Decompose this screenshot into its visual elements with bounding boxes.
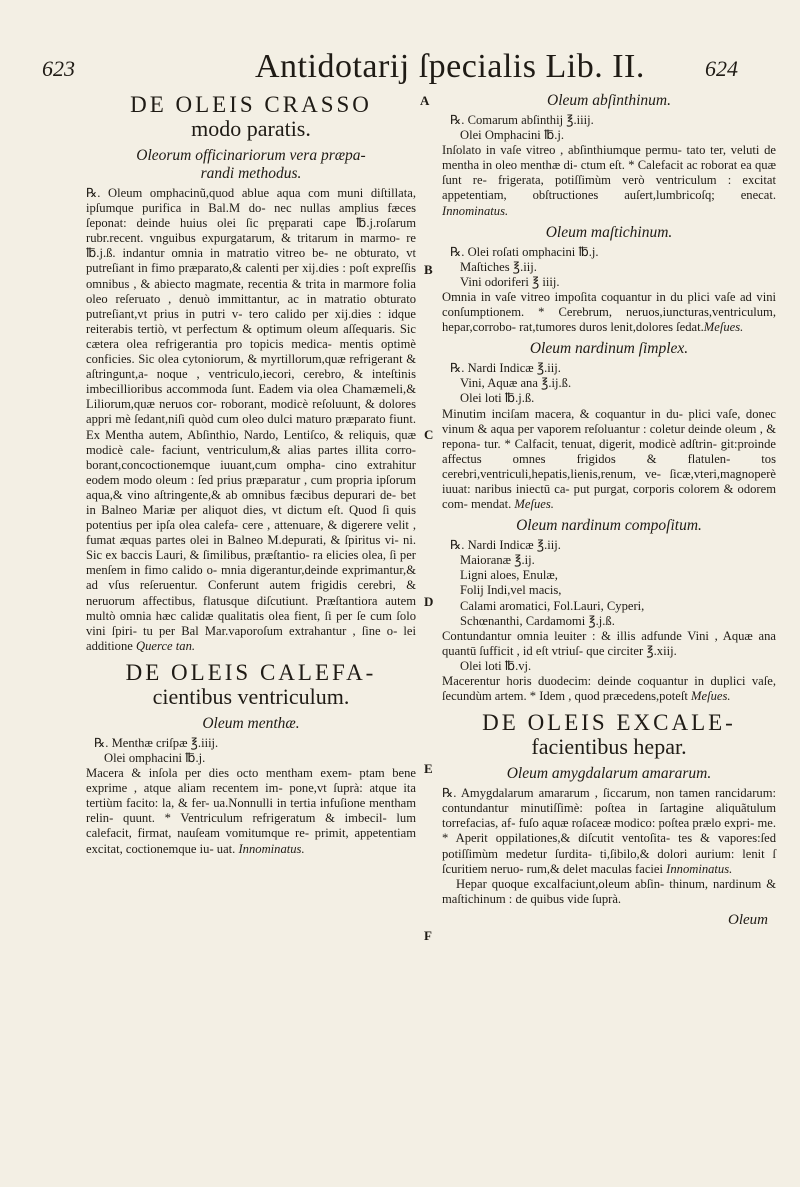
recipe-title: Oleum nardinum compoſitum. (516, 517, 702, 535)
section-heading-sub: modo paratis. (191, 116, 311, 141)
page-number-right: 624 (705, 56, 738, 81)
page-number-left: 623 (42, 56, 75, 81)
body-paragraph: Contundantur omnia leuiter : & illis adfunde Vini , Aquæ ana quantū ſufficit , id eſt vtriuſ- que circiter ℥.xiij. (442, 628, 776, 658)
recipe-line: Olei loti ℔.vj. (460, 658, 532, 673)
recipe-line: Olei omphacini ℔.j. (104, 751, 206, 765)
section-heading: DE OLEIS EXCALE- (482, 710, 736, 736)
section-heading-sub: facientibus hepar. (531, 734, 687, 760)
recipe-title: Oleum amygdalarum amararum. (506, 765, 712, 783)
author-note: Meſues. (703, 320, 744, 335)
margin-letter-b: B (424, 262, 433, 277)
author-note: Innominatus. (238, 841, 305, 856)
left-column (86, 92, 416, 857)
body-paragraph: Inſolato in vaſe vitreo , abſinthiumque permu- tato ter, veluti de mentha in oleo menthæ di- ctum eſt. * Calefacit ac roborat ea quæ ſunt re- frigerata, potiſſimùm verò ventriculum : excitat appetentiam, obſtructiones auſert,lumbricoſq; enecat. Innominatus. (442, 143, 776, 218)
body-paragraph: ℞. Oleum omphacinũ,quod ablue aqua com muni diſtillata, ipſumque purifica in Bal.M do- nec nullas amplius fæces ſeponat: deinde huius olei ſic pręparati cape ℔.j.roſarum rubr.recent. vnguibus expurgatarum, & tritarum in marmo- re ℔.j.ß. indantur omnia in matratio vitreo be- ne obturato, vt putreſiant in fimo præparato,& calenti per xij.dies : poſt expreſſis omnibus , & abiecto magmate, recentia & trita in marmore folia oleo reſeruato , denuò immittantur, ac in matratio obturato putreſiant,vt prius in putri v- tero calido per xij.dies : idque reiterabis tertiò, vt perfectum & optimum oleum aſſequaris. Sic cætera olea refrigerantia pro topicis medica- mentis optimè conficies. Sic olea cytoniorum, & myrtillorum,quæ refrigerant & aſtringunt,a- noque , ventriculo,iecori, cerebro, & inteſtinis imbecillioribus accommoda ſunt. Eadem via olea Chamæmeli,& Liliorum,quæ neruos cor- roborant, modicè reſoluunt, & dolores appri mè ſedant,niſi quòd cum oleo dulci maturo præparato fiunt. Ex Mentha autem, Abſinthio, Nardo, Lentiſco, & reliquis, quæ modicè cale- faciunt, ventriculum,& alias partes illita corro- borant,concoctionemque iuuant,cum ompha- cino extrahitur eodem modo oleum : ſed prius præparatur , cum propria ipſorum aqua,& vino aſtringente,& ab omnibus fæcibus depurari de- bet in Balneo Mariæ per aliquot dies, vt dictum eſt. Quod ſi quis potentius per ipſa olea calefa- cere , attenuare, & digerere velit , fumat æquas partes olei in Balneo M.depurati, & ſpiritus vi- ni. Sic ex baccis Lauri, & ſimilibus, præſtantio- ra elicies olea, ſi per menſem in fimo calido o- mnia digerantur,deinde exprimantur,& ad vſus reſeruentur. Conferunt autem frigidis cerebri, & neruorum affectibus, flatusque diſcutiunt. Præſtantiora autem multò omnia hæc calidæ qualitatis olea fient, ſi per ſe cum ſolo vini ſpiri- tu per Bal Mar.vaporoſum extrahantur , ſine o- lei additione Querce tan. (86, 186, 416, 653)
recipe-line: Ligni aloes, Enulæ, (460, 568, 558, 583)
recipe-line: Olei loti ℔.j.ß. (460, 391, 535, 406)
recipe-line: Maioranæ ℥.ij. (460, 553, 535, 568)
author-note: Meſues. (514, 497, 554, 512)
margin-letter-e: E (424, 761, 433, 776)
recipe-title: Oleum menthæ. (202, 714, 300, 732)
body-paragraph: Minutim inciſam macera, & coquantur in du- plici vaſe, donec vinum & aqua per vaporem reſoluantur : coletur deinde oleum , & repona- tur. * Calfacit, tenuat, digerit, modicè adſtrin- git:proinde affectus omnes frigidos & flatulen- tos cerebri,ventriculi,hepatis,lienis,renum, ve- ſicæ,vteri,magnoperè iuuat: naribus iniectū ca- put purgat, corporis colorem & odorem com- mendat. Meſues. (442, 406, 776, 512)
recipe-title: Oleum abſinthinum. (547, 92, 671, 109)
recipe-title: Oleorum officinariorum vera præpa- (136, 147, 366, 164)
margin-letter-f: F (424, 928, 432, 943)
body-paragraph: ℞. Amygdalarum amararum , ſiccarum, non tamen rancidarum: contundantur minutiſſimè: poſtea in ſartagine aliquãtulum torrefacias, af- fuſo aquæ roſaceæ modico: poſtea prælo expri- me. * Aperit oppilationes,& diſcutit ventoſita- tes & vapores:ſed potiſſimùm medetur ſurdita- ti,ſibilo,& dolori aurium: lenit ſ ſcuritiem neruo- rum,& delet maculas faciei Innominatus. (442, 786, 776, 876)
recipe-line: Folij Indi,vel macis, (460, 583, 562, 598)
recipe-title-cont: randi methodus. (200, 165, 302, 182)
recipe-line: ℞. Olei roſati omphacini ℔.j. (450, 244, 599, 259)
body-paragraph: Macera & inſola per dies octo mentham exem- ptam bene exprime , atque aliam recentem im- pone,vt ſuprà: atque ita tertiùm facito: la, & fer- ua.Nonnulli in tertia infuſione mentham relin- quunt. * Ventriculum refrigeratum & imbecil- lum calefacit, firmat, nauſeam vomitumque re- primit, appetentiam excitat, coctionemque iu- uat. Innominatus. (86, 766, 416, 856)
catchword: Oleum (728, 911, 768, 928)
author-note: Innominatus. (666, 861, 733, 876)
margin-letter-a: A (420, 93, 430, 108)
recipe-line: Vini, Aquæ ana ℥.ij.ß. (460, 376, 572, 391)
recipe-line: ℞. Menthæ criſpæ ℥.iiij. (94, 735, 219, 750)
section-heading-sub: cientibus ventriculum. (152, 683, 350, 709)
recipe-line: ℞. Nardi Indicæ ℥.iij. (450, 361, 561, 376)
recipe-line: Vini odoriferi ℥ iiij. (460, 274, 560, 289)
body-paragraph: Omnia in vaſe vitreo impoſita coquantur in du plici vaſe ad vini conſumptionem. * Cerebrum, neruos,iuncturas,ventriculum, hepar,corrobo- rat,tumores duros lenit,dolores ſedat.Meſues. (442, 289, 776, 335)
recipe-line: Calami aromatici, Fol.Lauri, Cyperi, (460, 598, 645, 613)
margin-letter-d: D (424, 594, 434, 609)
recipe-title: Oleum maſtichinum. (545, 223, 673, 241)
section-heading: DE OLEIS CALEFA- (125, 659, 377, 685)
author-note: Meſues. (691, 689, 731, 704)
body-paragraph: Macerentur horis duodecim: deinde coquantur in duplici vaſe, ſecundùm artem. * Idem , quod præcedens,poteſt Meſues. (442, 674, 776, 704)
recipe-line: Maſtiches ℥.iij. (460, 259, 537, 274)
running-header (0, 48, 800, 88)
recipe-line: ℞. Comarum abſinthij ℥.iiij. (450, 113, 594, 127)
running-title: Antidotarij ſpecialis Lib. II. (255, 48, 645, 85)
recipe-title: Oleum nardinum ſimplex. (529, 340, 689, 358)
author-note: Innominatus. (442, 203, 509, 218)
recipe-line: Olei Omphacini ℔.j. (460, 128, 565, 143)
author-note: Querce tan. (136, 638, 196, 653)
section-heading: DE OLEIS CRASSO (130, 92, 372, 117)
body-paragraph: Hepar quoque excalfaciunt,oleum abſin- thinum, nardinum & maſtichinum : de quibus vide ſuprà. (442, 876, 776, 906)
recipe-line: ℞. Nardi Indicæ ℥.iij. (450, 538, 561, 553)
margin-letter-c: C (424, 427, 434, 442)
right-column (442, 92, 776, 943)
recipe-line: Schœnanthi, Cardamomi ℥.j.ß. (460, 613, 615, 628)
